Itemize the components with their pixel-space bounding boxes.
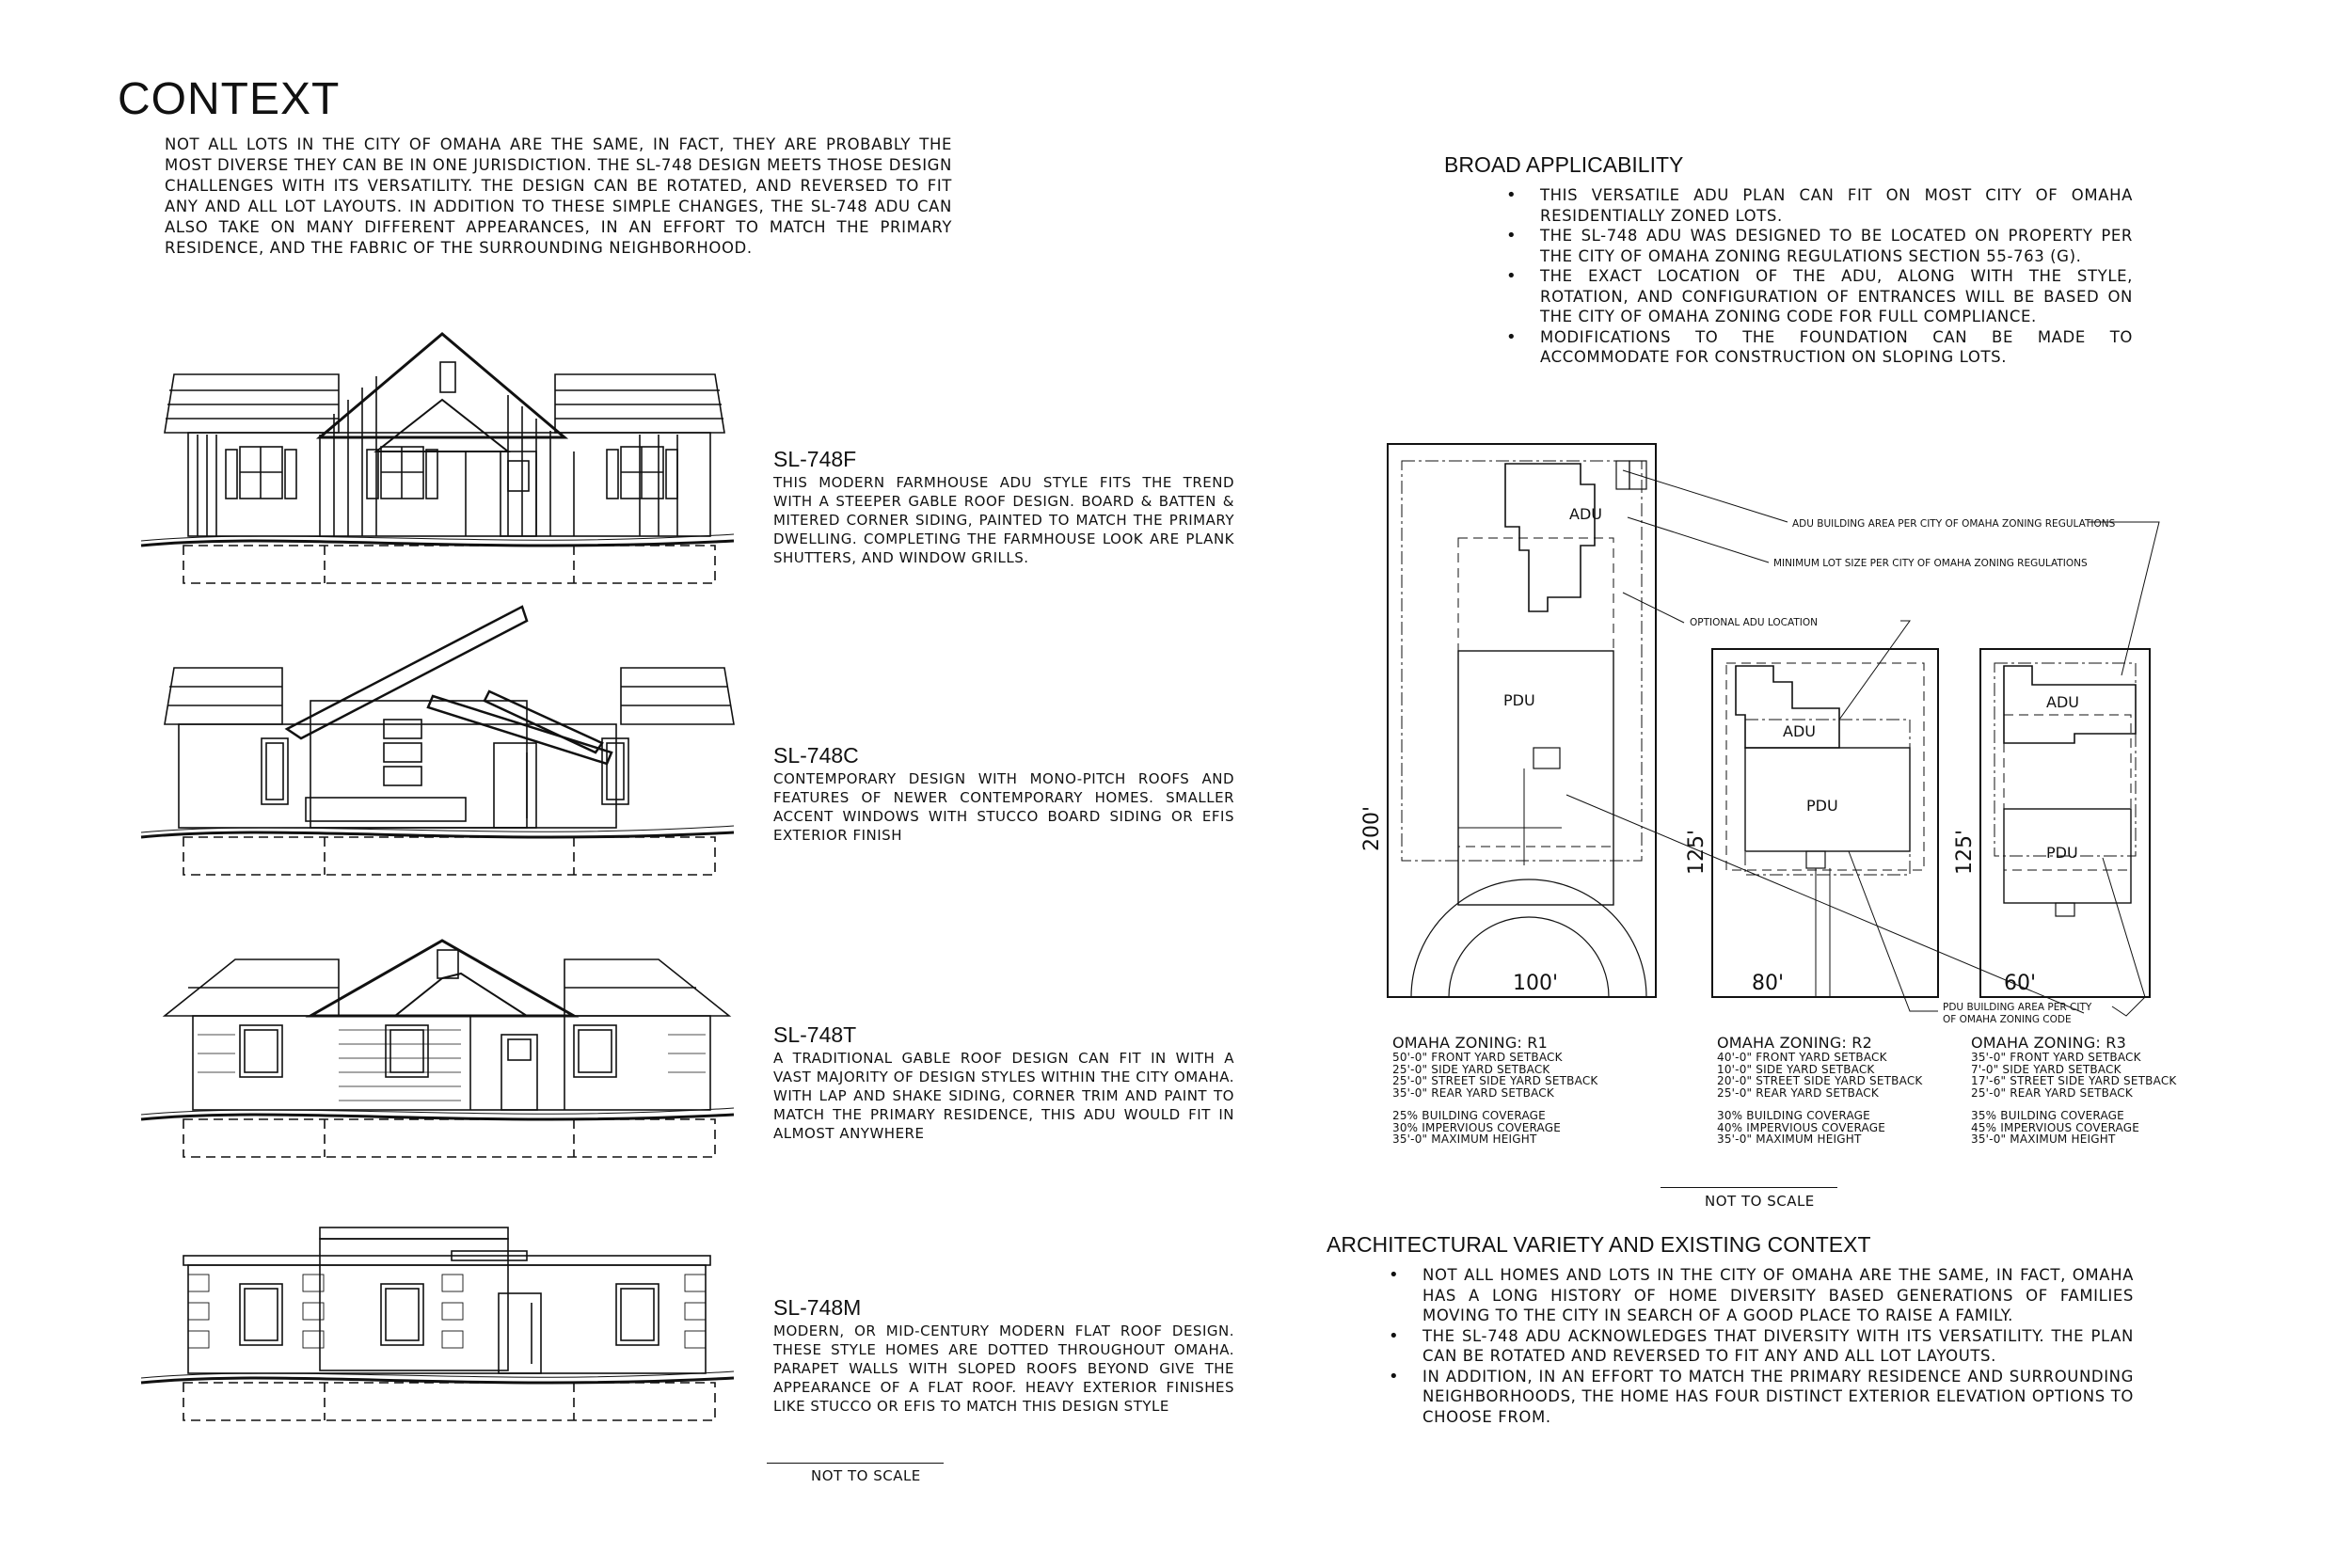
adu-label-r2: ADU (1783, 722, 1816, 740)
coverage-line: 25% BUILDING COVERAGE (1392, 1109, 1546, 1122)
coverage-line: 30% IMPERVIOUS COVERAGE (1392, 1120, 1562, 1134)
scale-rule-left (767, 1463, 944, 1464)
variety-list (1383, 1265, 2134, 1427)
coverage-line: 35'-0" MAXIMUM HEIGHT (1392, 1132, 1537, 1146)
coverage-line: 40% IMPERVIOUS COVERAGE (1717, 1120, 1886, 1134)
coverage-line: 35'-0" MAXIMUM HEIGHT (1717, 1132, 1862, 1146)
list-item: • THE SL-748 ADU ACKNOWLEDGES THAT DIVERSITY WITH ITS VERSATILITY. THE PLAN CAN BE ROTATED AND REVERSED TO FIT ANY AND ALL LOT LAYOUTS. (1383, 1326, 2134, 1367)
callout-min-lot: MINIMUM LOT SIZE PER CITY OF OMAHA ZONING REGULATIONS (1773, 558, 2088, 569)
elevation-farmhouse (141, 334, 734, 583)
coverage-line: 45% IMPERVIOUS COVERAGE (1971, 1120, 2140, 1134)
elevation-modern (141, 1227, 734, 1420)
list-item: • NOT ALL HOMES AND LOTS IN THE CITY OF OMAHA ARE THE SAME, IN FACT, OMAHA HAS A LONG HISTORY OF HOME DIVERSITY BASED GENERATIONS OF FAMILIES MOVING TO THE CITY IN SEARCH OF A GOOD PLACE TO RAISE A FAMILY. (1383, 1265, 2134, 1326)
list-item: • THIS VERSATILE ADU PLAN CAN FIT ON MOST CITY OF OMAHA RESIDENTIALLY ZONED LOTS. (1501, 185, 2133, 226)
setback-line: 40'-0" FRONT YARD SETBACK (1717, 1051, 1887, 1064)
setback-line: 25'-0" REAR YARD SETBACK (1717, 1085, 1879, 1100)
scale-rule-right (1661, 1187, 1837, 1188)
setback-line: 10'-0" SIDE YARD SETBACK (1717, 1062, 1875, 1076)
callout-pdu-area-line2: OF OMAHA ZONING CODE (1943, 1014, 2072, 1025)
callout-optional-adu: OPTIONAL ADU LOCATION (1690, 617, 1818, 628)
setback-line: 7'-0" SIDE YARD SETBACK (1971, 1062, 2122, 1076)
setback-line: 50'-0" FRONT YARD SETBACK (1392, 1051, 1563, 1064)
callout-adu-area: ADU BUILDING AREA PER CITY OF OMAHA ZONING REGULATIONS (1792, 518, 2116, 530)
not-to-scale-right: NOT TO SCALE (1705, 1193, 1815, 1210)
setback-line: 25'-0" REAR YARD SETBACK (1971, 1085, 2133, 1100)
site-plans (1355, 433, 2201, 1025)
style-name-modern: SL-748M (773, 1295, 862, 1320)
dim-r1-width: 100' (1513, 972, 1559, 995)
style-name-farmhouse: SL-748F (773, 447, 857, 471)
page-title: CONTEXT (118, 74, 341, 124)
style-desc-traditional: A TRADITIONAL GABLE ROOF DESIGN CAN FIT IN WITH A VAST MAJORITY OF DESIGN STYLES WITHIN THE CITY OMAHA. WITH LAP AND SHAKE SIDING, CORNER TRIM AND PAINT TO MATCH THE PRIMARY RESIDENCE, THIS ADU WOULD FIT IN ALMOST ANYWHERE (773, 1050, 1234, 1142)
dim-r2-depth: 125' (1685, 829, 1708, 875)
pdu-label-r3: PDU (2046, 844, 2078, 862)
style-desc-modern: MODERN, OR MID-CENTURY MODERN FLAT ROOF DESIGN. THESE STYLE HOMES ARE DOTTED THROUGHOUT OMAHA. PARAPET WALLS WITH SLOPED ROOFS BEYOND GIVE THE APPEARANCE OF A FLAT ROOF. HEAVY EXTERIOR FINISHES LIKE STUCCO OR EFIS TO MATCH THIS DESIGN STYLE (773, 1323, 1234, 1415)
not-to-scale-left: NOT TO SCALE (811, 1467, 921, 1484)
zoning-title: OMAHA ZONING: R3 (1971, 1034, 2126, 1052)
setback-line: 35'-0" REAR YARD SETBACK (1392, 1085, 1554, 1100)
variety-heading: ARCHITECTURAL VARIETY AND EXISTING CONTEXT (1327, 1232, 1871, 1257)
coverage-line: 30% BUILDING COVERAGE (1717, 1109, 1870, 1122)
elevation-traditional (141, 941, 734, 1157)
setback-line: 17'-6" STREET SIDE YARD SETBACK (1971, 1074, 2177, 1087)
broad-applicability-list (1501, 185, 2133, 368)
adu-label-r3: ADU (2046, 693, 2079, 711)
list-item: • MODIFICATIONS TO THE FOUNDATION CAN BE MADE TO ACCOMMODATE FOR CONSTRUCTION ON SLOPING LOTS. (1501, 327, 2133, 368)
style-desc-farmhouse: THIS MODERN FARMHOUSE ADU STYLE FITS THE TREND WITH A STEEPER GABLE ROOF DESIGN. BOARD & BATTEN & MITERED CORNER SIDING, PAINTED TO MATCH THE PRIMARY DWELLING. COMPLETING THE FARMHOUSE LOOK ARE PLANK SHUTTERS, AND WINDOW GRILLS. (773, 474, 1234, 566)
style-name-contemporary: SL-748C (773, 743, 859, 768)
intro-paragraph: NOT ALL LOTS IN THE CITY OF OMAHA ARE THE SAME, IN FACT, THEY ARE PROBABLY THE MOST DIVERSE THEY CAN BE IN ONE JURISDICTION. THE SL-748 DESIGN MEETS THOSE DESIGN CHALLENGES WITH ITS VERSATILITY. THE DESIGN CAN BE ROTATED, AND REVERSED TO FIT ANY AND ALL LOT LAYOUTS. IN ADDITION TO THESE SIMPLE CHANGES, THE SL-748 ADU CAN ALSO TAKE ON MANY DIFFERENT APPEARANCES, IN AN EFFORT TO MATCH THE PRIMARY RESIDENCE, AND THE FABRIC OF THE SURROUNDING NEIGHBORHOOD. (165, 135, 952, 257)
setback-line: 35'-0" FRONT YARD SETBACK (1971, 1051, 2141, 1064)
list-item: • THE EXACT LOCATION OF THE ADU, ALONG WITH THE STYLE, ROTATION, AND CONFIGURATION OF ENTRANCES WILL BE BASED ON THE CITY OF OMAHA ZONING CODE FOR FULL COMPLIANCE. (1501, 266, 2133, 327)
zoning-r2 (1717, 1035, 1922, 1146)
setback-line: 25'-0" SIDE YARD SETBACK (1392, 1062, 1550, 1076)
zoning-r3 (1971, 1035, 2176, 1146)
setback-line: 25'-0" STREET SIDE YARD SETBACK (1392, 1074, 1598, 1087)
zoning-title: OMAHA ZONING: R2 (1717, 1034, 1872, 1052)
pdu-label-r2: PDU (1806, 797, 1838, 815)
zoning-title: OMAHA ZONING: R1 (1392, 1034, 1548, 1052)
adu-label-r1: ADU (1569, 505, 1602, 523)
dim-r3-width: 60' (2004, 972, 2037, 995)
dim-r1-depth: 200' (1360, 805, 1384, 851)
style-desc-contemporary: CONTEMPORARY DESIGN WITH MONO-PITCH ROOFS AND FEATURES OF NEWER CONTEMPORARY HOMES. SMALLER ACCENT WINDOWS WITH STUCCO BOARD SIDING OR EFIS EXTERIOR FINISH (773, 770, 1234, 844)
style-name-traditional: SL-748T (773, 1022, 857, 1047)
setback-line: 20'-0" STREET SIDE YARD SETBACK (1717, 1074, 1923, 1087)
broad-applicability-heading: BROAD APPLICABILITY (1444, 152, 1684, 177)
list-item: • THE SL-748 ADU WAS DESIGNED TO BE LOCATED ON PROPERTY PER THE CITY OF OMAHA ZONING REGULATIONS SECTION 55-763 (G). (1501, 226, 2133, 266)
dim-r3-depth: 125' (1953, 829, 1977, 875)
elevation-contemporary (141, 607, 734, 875)
coverage-line: 35% BUILDING COVERAGE (1971, 1109, 2124, 1122)
dim-r2-width: 80' (1752, 972, 1785, 995)
list-item: • IN ADDITION, IN AN EFFORT TO MATCH THE PRIMARY RESIDENCE AND SURROUNDING NEIGHBORHOODS, THE HOME HAS FOUR DISTINCT EXTERIOR ELEVATION OPTIONS TO CHOOSE FROM. (1383, 1367, 2134, 1428)
callout-pdu-area-line1: PDU BUILDING AREA PER CITY (1943, 1002, 2092, 1013)
pdu-label-r1: PDU (1503, 691, 1535, 709)
coverage-line: 35'-0" MAXIMUM HEIGHT (1971, 1132, 2116, 1146)
zoning-r1 (1392, 1035, 1597, 1146)
